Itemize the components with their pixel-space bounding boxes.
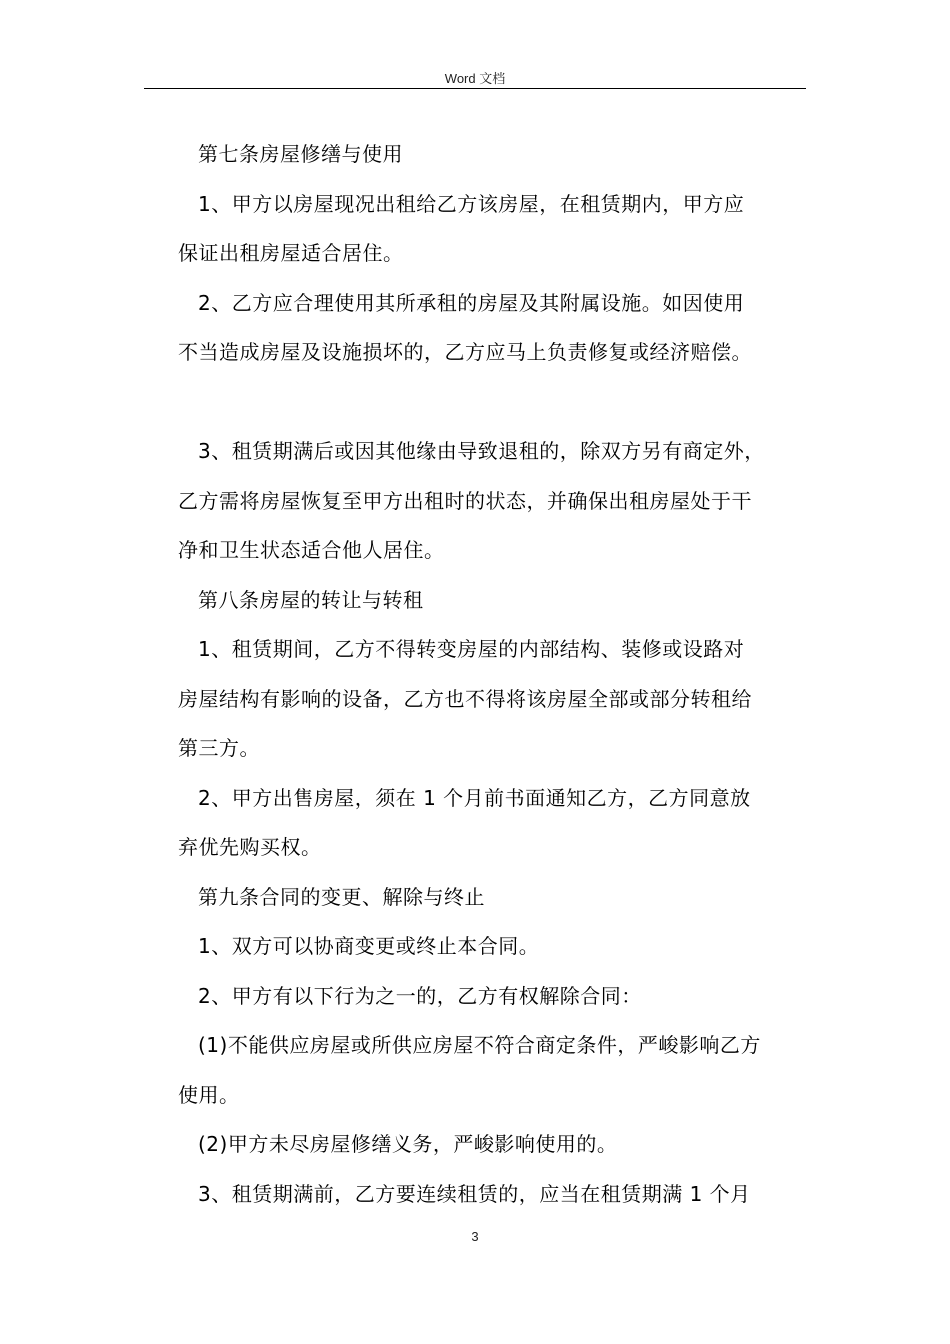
paragraph-line: 第三方。 <box>178 736 260 760</box>
paragraph-line: 3、租赁期满后或因其他缘由导致退租的，除双方另有商定外， <box>198 439 765 463</box>
paragraph-line: 乙方需将房屋恢复至甲方出租时的状态，并确保出租房屋处于干 <box>178 488 752 513</box>
article-9-heading: 第九条合同的变更、解除与终止 <box>198 884 485 909</box>
paragraph-line: 弃优先购买权。 <box>178 835 322 859</box>
paragraph-line: 净和卫生状态适合他人居住。 <box>178 538 445 562</box>
page-number: 3 <box>471 1229 479 1244</box>
article-7-heading: 第七条房屋修缮与使用 <box>198 142 403 166</box>
paragraph-line: 2、乙方应合理使用其所承租的房屋及其附属设施。如因使用 <box>198 290 745 315</box>
header-divider <box>144 88 806 89</box>
paragraph-line: 2、甲方出售房屋，须在 1 个月前书面通知乙方，乙方同意放 <box>198 785 751 810</box>
paragraph-line: 不当造成房屋及设施损坏的，乙方应马上负责修复或经济赔偿。 <box>178 340 752 364</box>
paragraph-line: 1、租赁期间，乙方不得转变房屋的内部结构、装修或设路对 <box>198 637 745 661</box>
paragraph-line: 房屋结构有影响的设备，乙方也不得将该房屋全部或部分转租给 <box>178 686 752 711</box>
paragraph-line: 2、甲方有以下行为之一的，乙方有权解除合同： <box>198 983 642 1008</box>
paragraph-line: 保证出租房屋适合居住。 <box>178 241 404 265</box>
document-body <box>178 130 804 1219</box>
paragraph-line: (1)不能供应房屋或所供应房屋不符合商定条件，严峻影响乙方 <box>198 1033 761 1057</box>
paragraph-line: 使用。 <box>178 1082 240 1107</box>
paragraph-line: (2)甲方未尽房屋修缮义务，严峻影响使用的。 <box>198 1132 618 1156</box>
paragraph-line: 1、甲方以房屋现况出租给乙方该房屋，在租赁期内，甲方应 <box>198 191 745 216</box>
page-header: Word 文档 <box>444 71 506 86</box>
paragraph-line: 3、租赁期满前，乙方要连续租赁的，应当在租赁期满 1 个月 <box>198 1181 751 1206</box>
paragraph-line: 1、双方可以协商变更或终止本合同。 <box>198 934 540 958</box>
article-8-heading: 第八条房屋的转让与转租 <box>198 587 424 612</box>
blank-line <box>178 378 804 428</box>
